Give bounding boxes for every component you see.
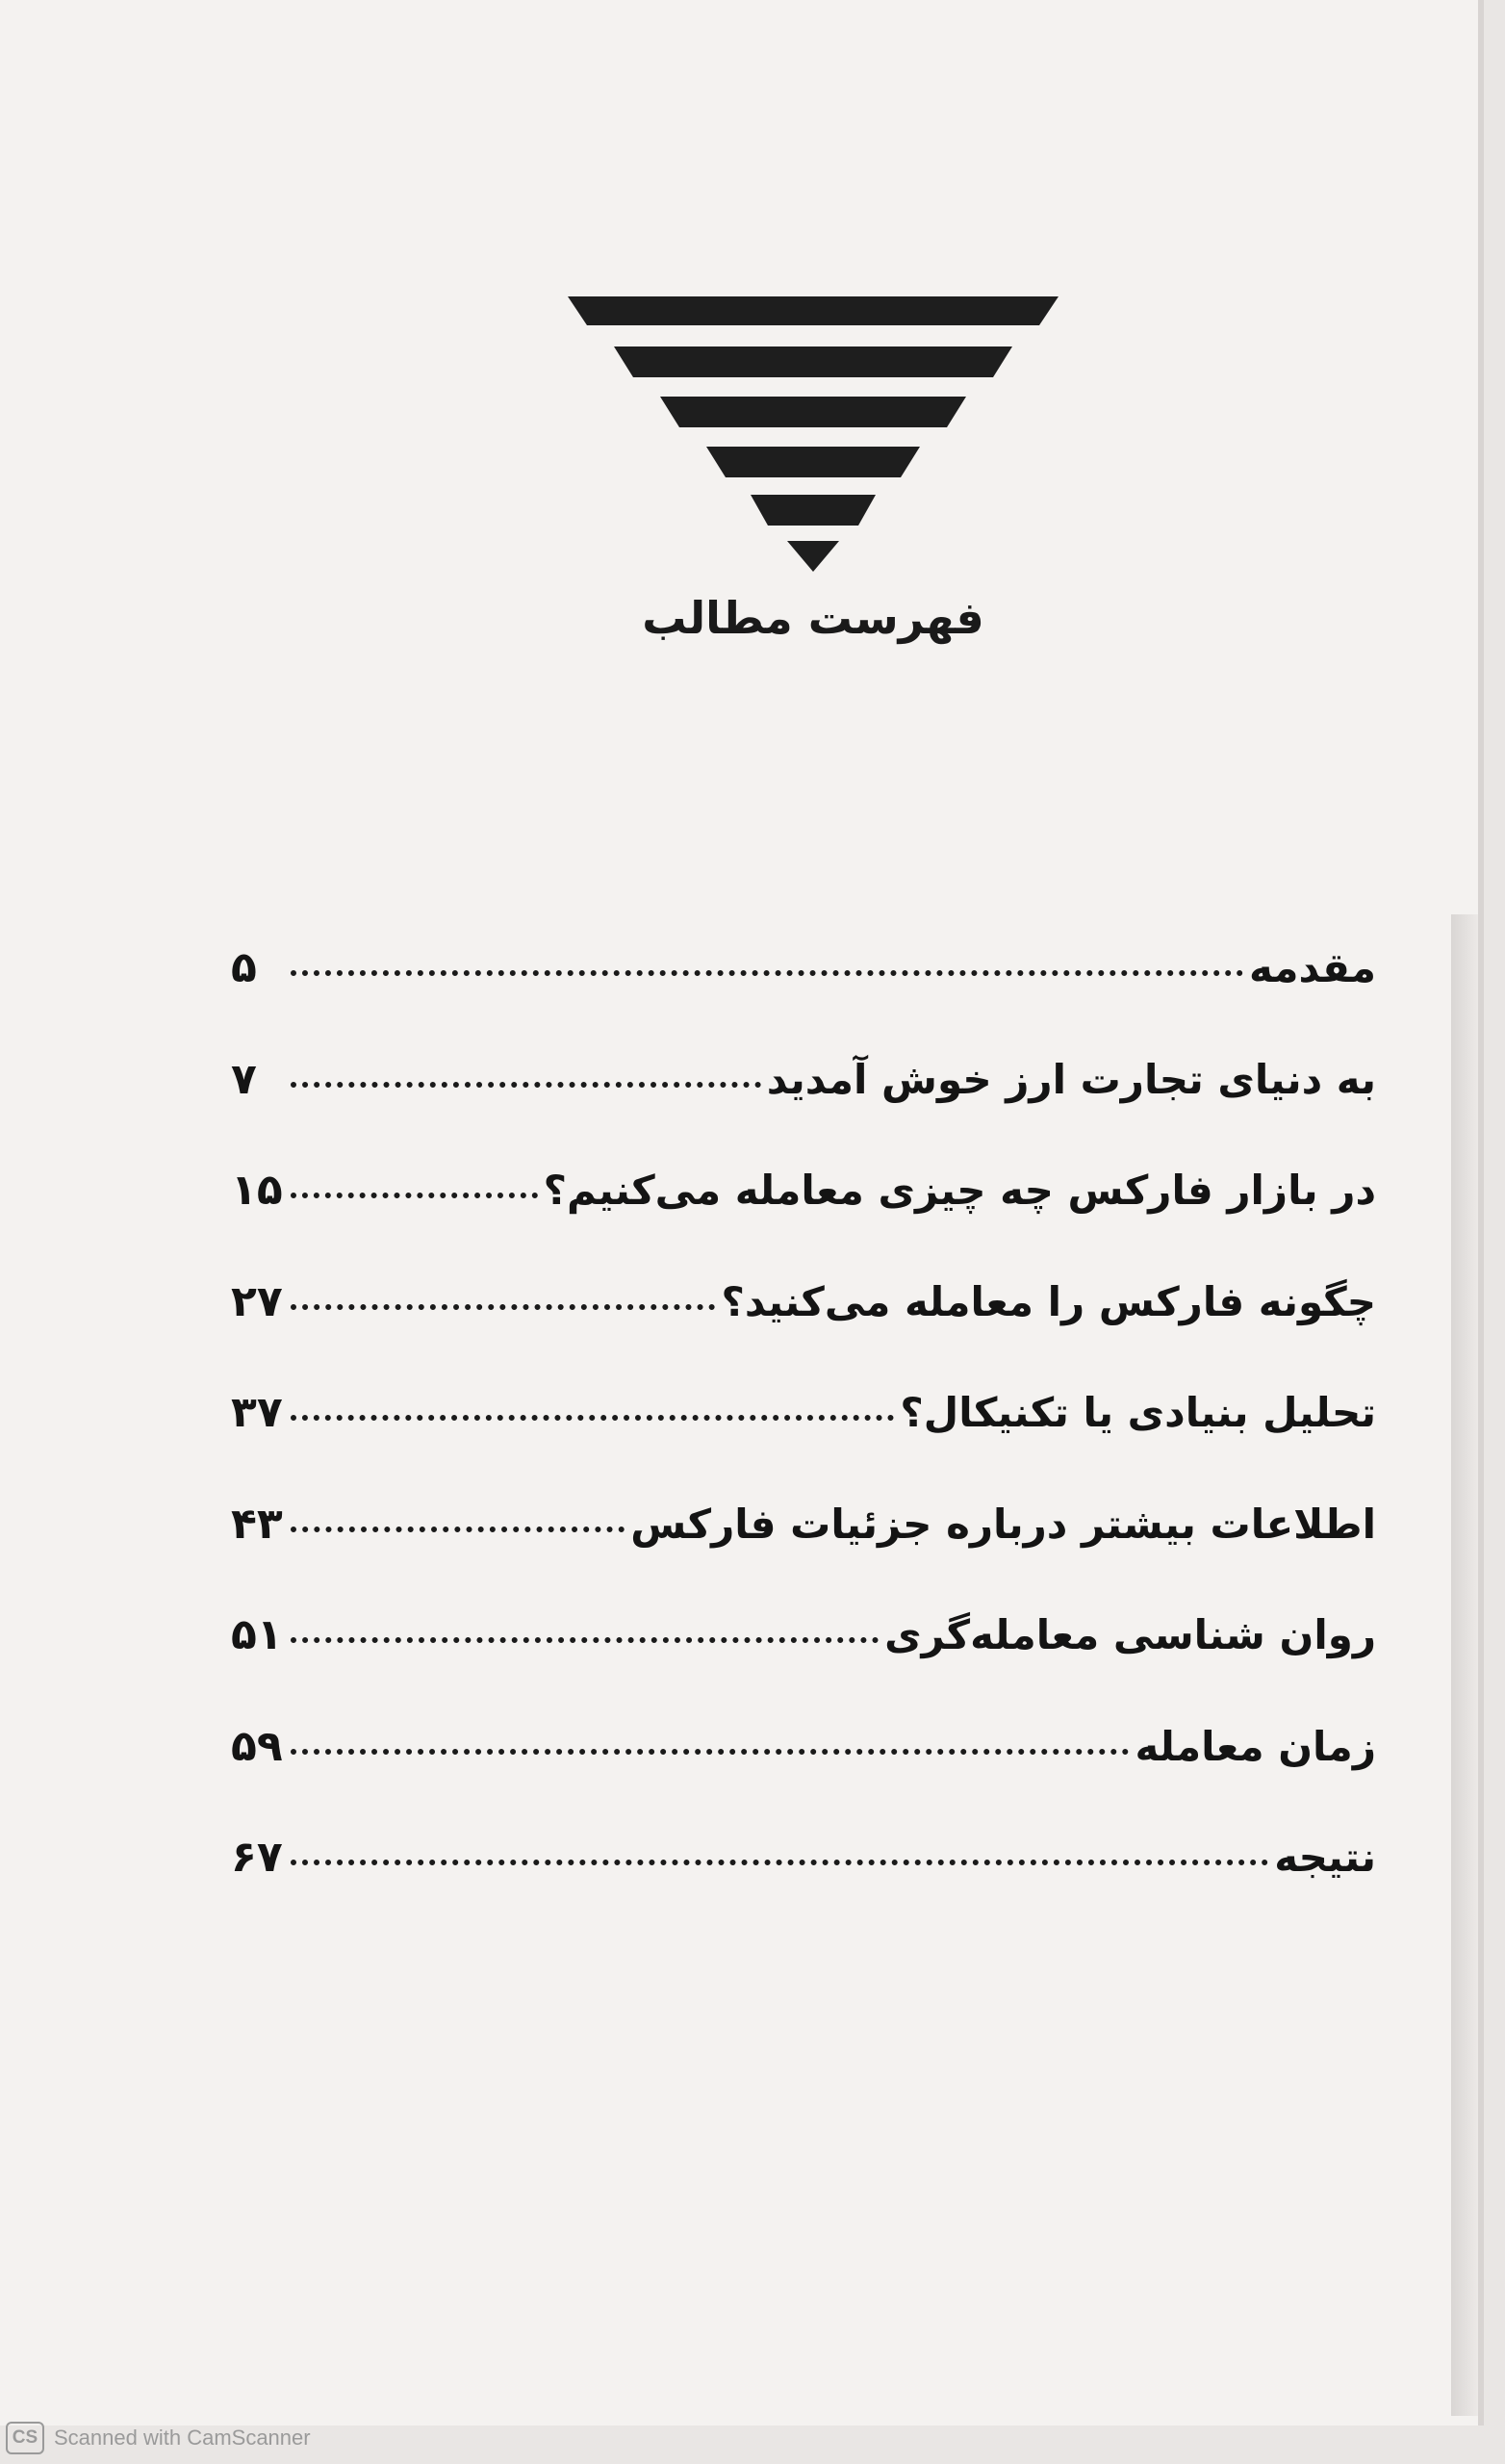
scanner-watermark xyxy=(6,2422,311,2454)
toc-entry-label: مقدمه xyxy=(1249,944,1376,991)
toc-entry-page-number: ۲۷ xyxy=(231,1276,283,1326)
toc-entry[interactable] xyxy=(231,1277,1376,1389)
toc-entry-label: روان شناسی معامله‌گری xyxy=(884,1611,1376,1658)
camscanner-logo-icon: CS xyxy=(6,2422,44,2454)
dot-leader xyxy=(291,1527,625,1532)
toc-entry-label: تحلیل بنیادی یا تکنیکال؟ xyxy=(900,1389,1376,1436)
page-title: فهرست مطالب xyxy=(642,592,984,644)
table-of-contents xyxy=(231,943,1376,1944)
toc-entry-page-number: ۳۷ xyxy=(231,1388,283,1437)
toc-entry-page-number: ۶۷ xyxy=(231,1833,283,1882)
dot-leader xyxy=(291,1193,538,1198)
toc-entry-label: زمان معامله xyxy=(1135,1722,1376,1770)
scanner-watermark-text: Scanned with CamScanner xyxy=(54,2426,311,2450)
page-edge xyxy=(1451,914,1478,2416)
toc-entry[interactable] xyxy=(231,943,1376,1055)
toc-entry-label: در بازار فارکس چه چیزی معامله می‌کنیم؟ xyxy=(543,1167,1376,1214)
toc-entry-page-number: ۵۱ xyxy=(231,1610,283,1659)
toc-entry-page-number: ۵۹ xyxy=(231,1721,283,1771)
dot-leader xyxy=(291,1637,879,1643)
toc-entry[interactable] xyxy=(231,1610,1376,1722)
toc-entry[interactable] xyxy=(231,1166,1376,1277)
toc-entry-label: نتیجه xyxy=(1274,1834,1376,1881)
inverted-triangle-stripes-icon xyxy=(568,289,1059,578)
toc-entry-label: اطلاعات بیشتر درباره جزئیات فارکس xyxy=(630,1500,1376,1548)
dot-leader xyxy=(291,1304,715,1310)
toc-entry[interactable] xyxy=(231,1055,1376,1167)
toc-entry[interactable] xyxy=(231,1388,1376,1500)
dot-leader xyxy=(291,1415,894,1421)
toc-entry[interactable] xyxy=(231,1722,1376,1834)
dot-leader xyxy=(291,1749,1129,1755)
toc-entry-page-number: ۱۵ xyxy=(231,1166,283,1215)
dot-leader xyxy=(291,970,1243,976)
dot-leader xyxy=(291,1860,1268,1865)
toc-entry-label: چگونه فارکس را معامله می‌کنید؟ xyxy=(721,1277,1376,1325)
toc-entry-page-number: ۵ xyxy=(231,943,257,992)
toc-entry-page-number: ۴۳ xyxy=(231,1499,283,1549)
toc-entry-page-number: ۷ xyxy=(231,1054,257,1104)
toc-entry[interactable] xyxy=(231,1500,1376,1611)
toc-entry[interactable] xyxy=(231,1833,1376,1944)
toc-entry-label: به دنیای تجارت ارز خوش آمدید xyxy=(766,1055,1376,1103)
dot-leader xyxy=(291,1082,761,1088)
